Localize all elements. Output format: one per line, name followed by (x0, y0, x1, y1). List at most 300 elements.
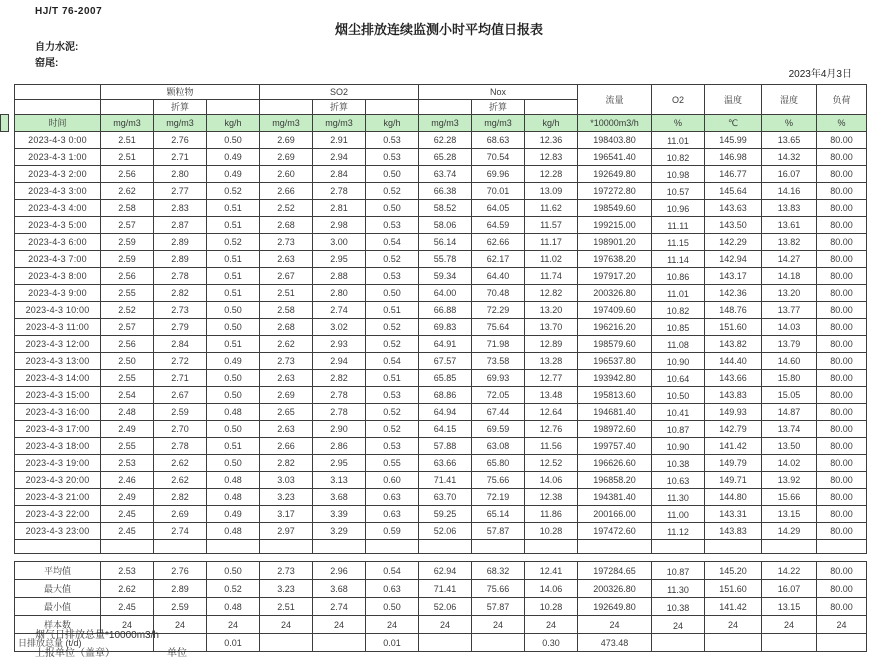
empty-cell (762, 540, 817, 554)
value-cell: 149.79 (705, 455, 762, 472)
value-cell: 197472.60 (578, 523, 652, 540)
unit-header: % (652, 115, 705, 132)
value-cell: 2.78 (313, 183, 366, 200)
value-cell: 3.23 (260, 489, 313, 506)
table-row (15, 183, 867, 200)
value-cell: 149.71 (705, 472, 762, 489)
table-row (15, 166, 867, 183)
blank-header (366, 100, 419, 115)
value-cell: 15.66 (762, 489, 817, 506)
value-cell: 69.59 (472, 421, 525, 438)
table-row (15, 132, 867, 149)
value-cell: 0.51 (207, 217, 260, 234)
time-header-blank (15, 100, 101, 115)
value-cell: 3.00 (313, 234, 366, 251)
summary-value-cell: 2.53 (101, 562, 154, 580)
value-cell: 14.03 (762, 319, 817, 336)
value-cell: 146.77 (705, 166, 762, 183)
time-cell: 2023-4-3 6:00 (15, 234, 101, 251)
value-cell: 2.56 (101, 268, 154, 285)
value-cell: 2.56 (101, 166, 154, 183)
value-cell: 64.59 (472, 217, 525, 234)
value-cell: 2.57 (101, 217, 154, 234)
value-cell: 80.00 (817, 472, 867, 489)
report-date: 2023年4月3日 (788, 69, 852, 80)
table-row (15, 506, 867, 523)
value-cell: 198901.20 (578, 234, 652, 251)
summary-value-cell: 0.50 (366, 598, 419, 616)
blank-header (207, 100, 260, 115)
value-cell: 145.64 (705, 183, 762, 200)
daily-total-cell: 0.30 (525, 634, 578, 652)
table-row (15, 455, 867, 472)
value-cell: 2.78 (313, 404, 366, 421)
value-cell: 11.74 (525, 268, 578, 285)
empty-cell (313, 540, 366, 554)
value-cell: 12.38 (525, 489, 578, 506)
value-cell: 67.44 (472, 404, 525, 421)
value-cell: 192649.80 (578, 166, 652, 183)
value-cell: 68.86 (419, 387, 472, 404)
daily-total-cell: 473.48 (578, 634, 652, 652)
value-cell: 2.48 (101, 404, 154, 421)
value-cell: 80.00 (817, 404, 867, 421)
column-header: 负荷 (817, 85, 867, 115)
value-cell: 0.52 (366, 183, 419, 200)
summary-value-cell: 197284.65 (578, 562, 652, 580)
value-cell: 2.82 (154, 285, 207, 302)
value-cell: 0.52 (207, 183, 260, 200)
value-cell: 195813.60 (578, 387, 652, 404)
value-cell: 2.60 (260, 166, 313, 183)
value-cell: 80.00 (817, 268, 867, 285)
value-cell: 13.65 (762, 132, 817, 149)
value-cell: 3.13 (313, 472, 366, 489)
table-row (15, 523, 867, 540)
summary-label: 平均值 (15, 562, 101, 580)
value-cell: 2.90 (313, 421, 366, 438)
value-cell: 144.40 (705, 353, 762, 370)
table-row (15, 234, 867, 251)
unit-header: *10000m3/h (578, 115, 652, 132)
value-cell: 3.39 (313, 506, 366, 523)
time-cell: 2023-4-3 5:00 (15, 217, 101, 234)
value-cell: 2.62 (154, 472, 207, 489)
daily-total-cell (705, 634, 762, 652)
value-cell: 2.53 (101, 455, 154, 472)
summary-value-cell: 2.45 (101, 598, 154, 616)
time-cell: 2023-4-3 1:00 (15, 149, 101, 166)
table-row (15, 268, 867, 285)
value-cell: 2.52 (260, 200, 313, 217)
value-cell: 2.51 (260, 285, 313, 302)
value-cell: 80.00 (817, 370, 867, 387)
summary-label: 最小值 (15, 598, 101, 616)
table-row (15, 200, 867, 217)
value-cell: 0.53 (366, 149, 419, 166)
value-cell: 196858.20 (578, 472, 652, 489)
value-cell: 63.66 (419, 455, 472, 472)
value-cell: 2.91 (313, 132, 366, 149)
value-cell: 75.64 (472, 319, 525, 336)
blank-header (260, 100, 313, 115)
value-cell: 2.78 (313, 387, 366, 404)
column-group-header: 颗粒物 (101, 85, 260, 100)
value-cell: 10.63 (652, 472, 705, 489)
value-cell: 0.50 (366, 166, 419, 183)
unit-header: kg/h (207, 115, 260, 132)
value-cell: 197917.20 (578, 268, 652, 285)
value-cell: 0.51 (207, 336, 260, 353)
value-cell: 67.57 (419, 353, 472, 370)
value-cell: 0.51 (207, 438, 260, 455)
unit-header: mg/m3 (260, 115, 313, 132)
value-cell: 2.78 (154, 268, 207, 285)
value-cell: 13.09 (525, 183, 578, 200)
table-row (15, 302, 867, 319)
value-cell: 12.83 (525, 149, 578, 166)
daily-total-cell: 0.01 (366, 634, 419, 652)
value-cell: 0.51 (207, 285, 260, 302)
value-cell: 64.94 (419, 404, 472, 421)
column-header: 温度 (705, 85, 762, 115)
summary-value-cell: 80.00 (817, 598, 867, 616)
value-cell: 0.51 (207, 268, 260, 285)
time-cell: 2023-4-3 15:00 (15, 387, 101, 404)
value-cell: 16.07 (762, 166, 817, 183)
summary-value-cell: 2.62 (101, 580, 154, 598)
value-cell: 11.08 (652, 336, 705, 353)
blank-header (101, 100, 154, 115)
value-cell: 13.82 (762, 234, 817, 251)
value-cell: 2.73 (154, 302, 207, 319)
value-cell: 2.50 (101, 353, 154, 370)
time-cell: 2023-4-3 14:00 (15, 370, 101, 387)
summary-value-cell: 2.96 (313, 562, 366, 580)
value-cell: 0.48 (207, 523, 260, 540)
value-cell: 2.76 (154, 132, 207, 149)
value-cell: 64.40 (472, 268, 525, 285)
value-cell: 2.65 (260, 404, 313, 421)
value-cell: 197409.60 (578, 302, 652, 319)
value-cell: 2.63 (260, 421, 313, 438)
value-cell: 0.52 (207, 234, 260, 251)
value-cell: 196541.40 (578, 149, 652, 166)
unit-header: % (762, 115, 817, 132)
value-cell: 13.79 (762, 336, 817, 353)
value-cell: 0.60 (366, 472, 419, 489)
value-cell: 2.69 (154, 506, 207, 523)
value-cell: 143.63 (705, 200, 762, 217)
value-cell: 14.02 (762, 455, 817, 472)
value-cell: 0.50 (207, 370, 260, 387)
value-cell: 10.38 (652, 455, 705, 472)
unit-header: mg/m3 (154, 115, 207, 132)
value-cell: 57.87 (472, 523, 525, 540)
value-cell: 12.36 (525, 132, 578, 149)
value-cell: 146.98 (705, 149, 762, 166)
time-cell: 2023-4-3 8:00 (15, 268, 101, 285)
value-cell: 12.28 (525, 166, 578, 183)
value-cell: 80.00 (817, 336, 867, 353)
value-cell: 57.88 (419, 438, 472, 455)
value-cell: 10.57 (652, 183, 705, 200)
daily-total-cell (762, 634, 817, 652)
empty-cell (419, 540, 472, 554)
empty-cell (366, 540, 419, 554)
value-cell: 199757.40 (578, 438, 652, 455)
daily-total-cell (652, 634, 705, 652)
value-cell: 0.50 (366, 285, 419, 302)
daily-total-cell (817, 634, 867, 652)
value-cell: 13.15 (762, 506, 817, 523)
value-cell: 13.77 (762, 302, 817, 319)
value-cell: 3.29 (313, 523, 366, 540)
table-row (15, 489, 867, 506)
value-cell: 199215.00 (578, 217, 652, 234)
value-cell: 0.53 (366, 132, 419, 149)
summary-value-cell: 24 (705, 616, 762, 634)
summary-value-cell: 13.15 (762, 598, 817, 616)
value-cell: 2.67 (260, 268, 313, 285)
value-cell: 2.94 (313, 149, 366, 166)
value-cell: 14.27 (762, 251, 817, 268)
value-cell: 12.89 (525, 336, 578, 353)
value-cell: 12.77 (525, 370, 578, 387)
value-cell: 2.63 (260, 370, 313, 387)
value-cell: 2.69 (260, 387, 313, 404)
value-cell: 69.96 (472, 166, 525, 183)
summary-value-cell: 24 (525, 616, 578, 634)
summary-value-cell: 10.38 (652, 598, 705, 616)
value-cell: 2.89 (154, 234, 207, 251)
table-row (15, 472, 867, 489)
summary-value-cell: 2.89 (154, 580, 207, 598)
value-cell: 0.50 (207, 132, 260, 149)
table-row (15, 370, 867, 387)
summary-value-cell: 24 (652, 616, 705, 634)
value-cell: 196216.20 (578, 319, 652, 336)
value-cell: 80.00 (817, 166, 867, 183)
time-cell: 2023-4-3 13:00 (15, 353, 101, 370)
value-cell: 0.63 (366, 489, 419, 506)
value-cell: 11.56 (525, 438, 578, 455)
left-edge-green-fragment (0, 114, 9, 132)
value-cell: 2.62 (260, 336, 313, 353)
value-cell: 0.52 (366, 336, 419, 353)
summary-value-cell: 2.76 (154, 562, 207, 580)
value-cell: 62.28 (419, 132, 472, 149)
value-cell: 196537.80 (578, 353, 652, 370)
value-cell: 2.46 (101, 472, 154, 489)
column-group-header: Nox (419, 85, 578, 100)
value-cell: 2.59 (154, 404, 207, 421)
empty-cell (525, 540, 578, 554)
summary-row (15, 580, 867, 598)
unit-header: kg/h (525, 115, 578, 132)
empty-cell (260, 540, 313, 554)
value-cell: 80.00 (817, 183, 867, 200)
summary-value-cell: 68.32 (472, 562, 525, 580)
time-cell: 2023-4-3 7:00 (15, 251, 101, 268)
value-cell: 3.02 (313, 319, 366, 336)
summary-value-cell: 0.52 (207, 580, 260, 598)
blank-header (419, 100, 472, 115)
value-cell: 10.28 (525, 523, 578, 540)
value-cell: 0.52 (366, 319, 419, 336)
value-cell: 0.49 (207, 506, 260, 523)
table-row (15, 285, 867, 302)
empty-cell (472, 540, 525, 554)
value-cell: 11.00 (652, 506, 705, 523)
value-cell: 63.70 (419, 489, 472, 506)
summary-value-cell: 24 (817, 616, 867, 634)
time-cell: 2023-4-3 11:00 (15, 319, 101, 336)
value-cell: 65.14 (472, 506, 525, 523)
monitoring-table (14, 84, 867, 554)
value-cell: 13.20 (762, 285, 817, 302)
value-cell: 2.66 (260, 438, 313, 455)
column-header: 湿度 (762, 85, 817, 115)
converted-header: 折算 (313, 100, 366, 115)
table-gap (14, 554, 867, 561)
daily-total-cell (472, 634, 525, 652)
time-column-header: 时间 (15, 115, 101, 132)
empty-cell (817, 540, 867, 554)
summary-value-cell: 80.00 (817, 580, 867, 598)
value-cell: 10.50 (652, 387, 705, 404)
time-cell: 2023-4-3 4:00 (15, 200, 101, 217)
value-cell: 2.74 (154, 523, 207, 540)
summary-value-cell: 71.41 (419, 580, 472, 598)
value-cell: 2.56 (101, 336, 154, 353)
value-cell: 0.50 (207, 302, 260, 319)
value-cell: 13.28 (525, 353, 578, 370)
value-cell: 75.66 (472, 472, 525, 489)
value-cell: 65.85 (419, 370, 472, 387)
summary-value-cell: 141.42 (705, 598, 762, 616)
value-cell: 0.59 (366, 523, 419, 540)
value-cell: 2.95 (313, 455, 366, 472)
value-cell: 2.72 (154, 353, 207, 370)
value-cell: 0.48 (207, 404, 260, 421)
value-cell: 14.60 (762, 353, 817, 370)
empty-cell (705, 540, 762, 554)
value-cell: 196626.60 (578, 455, 652, 472)
value-cell: 2.73 (260, 353, 313, 370)
value-cell: 2.73 (260, 234, 313, 251)
value-cell: 80.00 (817, 132, 867, 149)
value-cell: 2.71 (154, 149, 207, 166)
value-cell: 58.52 (419, 200, 472, 217)
value-cell: 80.00 (817, 421, 867, 438)
converted-header: 折算 (154, 100, 207, 115)
value-cell: 141.42 (705, 438, 762, 455)
value-cell: 11.30 (652, 489, 705, 506)
value-cell: 2.55 (101, 285, 154, 302)
value-cell: 56.14 (419, 234, 472, 251)
summary-value-cell: 57.87 (472, 598, 525, 616)
value-cell: 10.96 (652, 200, 705, 217)
value-cell: 2.74 (313, 302, 366, 319)
value-cell: 3.17 (260, 506, 313, 523)
daily-total-cell (313, 634, 366, 652)
value-cell: 197638.20 (578, 251, 652, 268)
value-cell: 14.18 (762, 268, 817, 285)
value-cell: 2.59 (101, 234, 154, 251)
time-cell: 2023-4-3 10:00 (15, 302, 101, 319)
value-cell: 2.78 (154, 438, 207, 455)
value-cell: 2.63 (260, 251, 313, 268)
value-cell: 13.48 (525, 387, 578, 404)
value-cell: 2.58 (260, 302, 313, 319)
value-cell: 0.48 (207, 489, 260, 506)
footer (35, 626, 187, 659)
value-cell: 143.83 (705, 523, 762, 540)
value-cell: 13.61 (762, 217, 817, 234)
daily-total-cell (419, 634, 472, 652)
summary-value-cell: 80.00 (817, 562, 867, 580)
value-cell: 10.86 (652, 268, 705, 285)
value-cell: 193942.80 (578, 370, 652, 387)
value-cell: 13.20 (525, 302, 578, 319)
summary-label: 样本数 (15, 616, 101, 634)
unit-header: kg/h (366, 115, 419, 132)
value-cell: 2.62 (101, 183, 154, 200)
report-unit-label: 上报单位（盖章） (35, 648, 115, 659)
value-cell: 71.41 (419, 472, 472, 489)
table-row (15, 319, 867, 336)
value-cell: 151.60 (705, 319, 762, 336)
value-cell: 15.80 (762, 370, 817, 387)
value-cell: 10.41 (652, 404, 705, 421)
empty-cell (652, 540, 705, 554)
value-cell: 142.94 (705, 251, 762, 268)
value-cell: 80.00 (817, 438, 867, 455)
value-cell: 198972.60 (578, 421, 652, 438)
value-cell: 2.86 (313, 438, 366, 455)
value-cell: 80.00 (817, 234, 867, 251)
summary-value-cell: 145.20 (705, 562, 762, 580)
value-cell: 149.93 (705, 404, 762, 421)
column-header: O2 (652, 85, 705, 115)
value-cell: 80.00 (817, 489, 867, 506)
time-cell: 2023-4-3 22:00 (15, 506, 101, 523)
value-cell: 2.68 (260, 319, 313, 336)
value-cell: 11.14 (652, 251, 705, 268)
value-cell: 2.52 (101, 302, 154, 319)
unit-header: % (817, 115, 867, 132)
time-cell: 2023-4-3 16:00 (15, 404, 101, 421)
time-cell: 2023-4-3 20:00 (15, 472, 101, 489)
summary-value-cell: 2.51 (260, 598, 313, 616)
summary-value-cell: 3.23 (260, 580, 313, 598)
value-cell: 80.00 (817, 302, 867, 319)
summary-value-cell: 14.06 (525, 580, 578, 598)
value-cell: 2.97 (260, 523, 313, 540)
summary-value-cell: 75.66 (472, 580, 525, 598)
value-cell: 10.90 (652, 353, 705, 370)
value-cell: 65.28 (419, 149, 472, 166)
table-row (15, 421, 867, 438)
empty-cell (15, 540, 101, 554)
value-cell: 198403.80 (578, 132, 652, 149)
summary-value-cell: 2.74 (313, 598, 366, 616)
summary-value-cell: 200326.80 (578, 580, 652, 598)
table-row (15, 149, 867, 166)
value-cell: 0.54 (366, 234, 419, 251)
value-cell: 59.25 (419, 506, 472, 523)
